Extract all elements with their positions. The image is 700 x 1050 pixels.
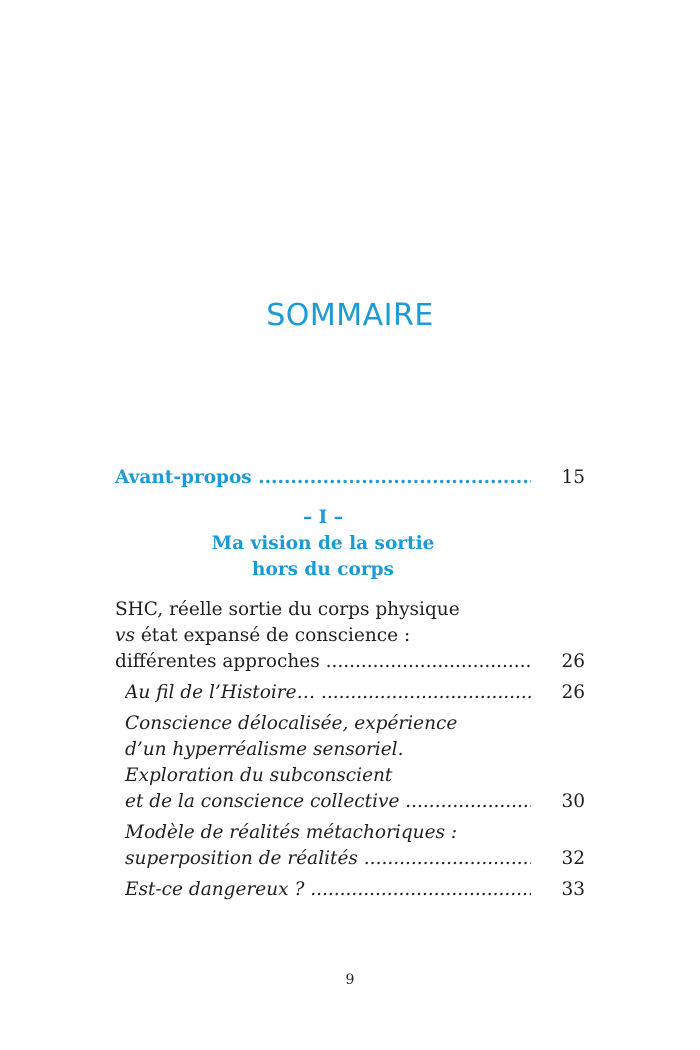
folio-page-number: 9	[345, 972, 355, 988]
toc-entry-last-line	[125, 877, 585, 903]
toc-page-number: 15	[561, 467, 585, 488]
toc-entry-last-line	[125, 680, 585, 706]
toc-entry-line: SHC, réelle sortie du corps physique	[115, 599, 460, 620]
toc-page-number: 26	[561, 651, 585, 672]
part-numeral: – I –	[302, 507, 344, 528]
part-title-line: Ma vision de la sortie	[211, 533, 435, 554]
toc-entry-line: vs état expansé de conscience :	[115, 625, 411, 646]
toc-entry-last-line	[125, 846, 585, 872]
page-title: SOMMAIRE	[266, 298, 434, 333]
part-title-line: hors du corps	[252, 559, 394, 580]
toc-entry-label: Avant-propos .....	[115, 465, 531, 491]
toc-entry-last-line	[115, 649, 585, 675]
toc-entry-line: Exploration du subconscient	[125, 765, 393, 786]
toc-entry-label: Est-ce dangereux ? .....	[125, 877, 531, 903]
toc-entry-last-line	[125, 789, 585, 815]
toc-entry-line: Modèle de réalités métachoriques :	[125, 822, 458, 843]
toc-entry-label: Au fil de l’Histoire… .....	[125, 680, 531, 706]
toc-entry-chapter	[115, 597, 585, 675]
emphasis-text: vs	[115, 625, 135, 646]
toc-entry-label: différentes approches .....	[115, 649, 531, 675]
toc-subentry	[115, 711, 585, 815]
toc-entry-label: superposition de réalités .....	[125, 846, 531, 872]
toc-entry-line: Conscience délocalisée, expérience	[125, 713, 458, 734]
toc-page-number: 33	[561, 879, 585, 900]
table-of-contents	[115, 465, 585, 903]
toc-subentry	[115, 877, 585, 903]
toc-entry-label: et de la conscience collective .....	[125, 789, 531, 815]
toc-page-number: 32	[561, 848, 585, 869]
toc-subentry	[115, 680, 585, 706]
toc-entry-line: d’un hyperréalisme sensoriel.	[125, 739, 404, 760]
toc-page-number: 30	[561, 791, 585, 812]
toc-page-number: 26	[561, 682, 585, 703]
part-heading	[115, 505, 585, 583]
toc-entry-avant-propos	[115, 465, 585, 491]
toc-subentry	[115, 820, 585, 872]
